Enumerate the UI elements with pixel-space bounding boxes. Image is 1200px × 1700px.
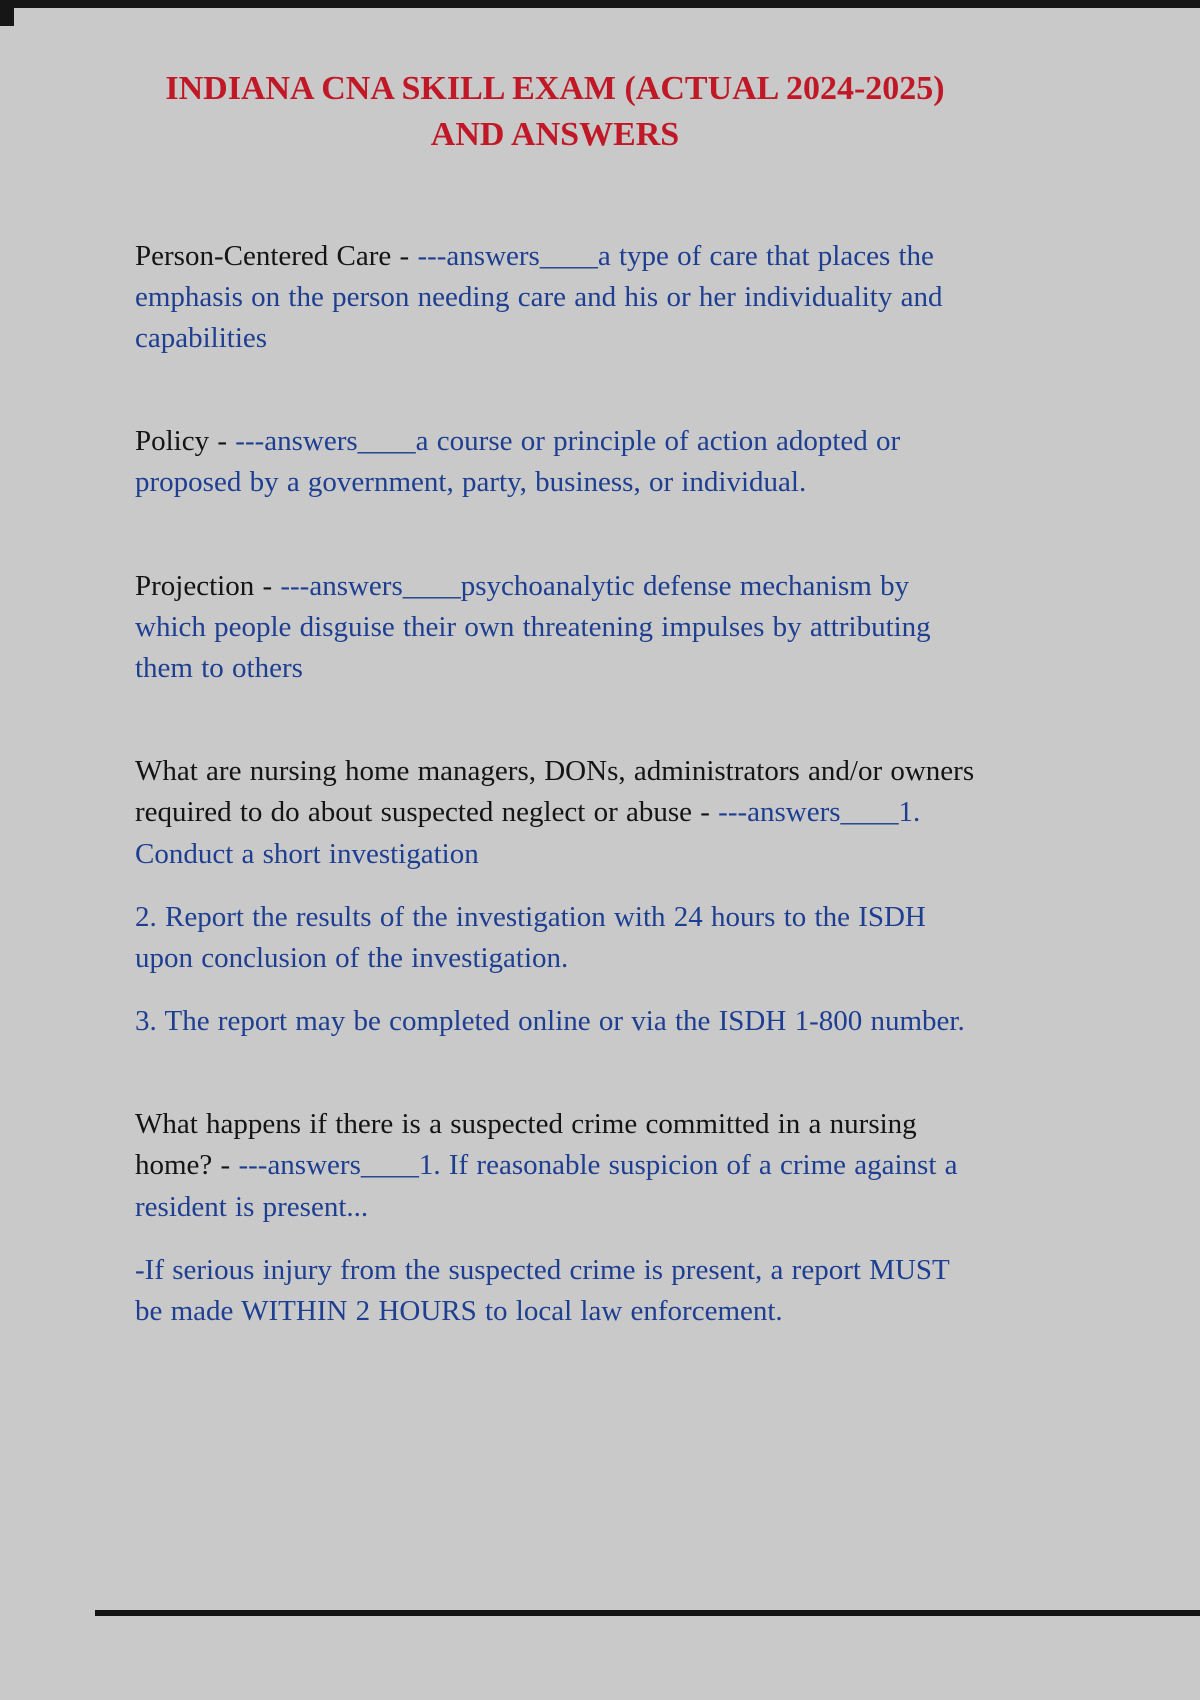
- answer-text: ---answers____a course or principle of action adopted or proposed by a government, party, business, or individual.: [135, 425, 901, 499]
- answer-continuation-report-results: [135, 897, 975, 979]
- qa-block-projection: [135, 566, 975, 690]
- answer-text: ---answers____1. Conduct a short investigation: [135, 796, 921, 870]
- qa-block-policy: [135, 421, 975, 503]
- answer-text: ---answers____psychoanalytic defense mechanism by which people disguise their own threatening impulses by attributing them to others: [135, 569, 931, 684]
- answer-text: 3. The report may be completed online or via the ISDH 1-800 number.: [135, 1005, 965, 1038]
- answer-text: ---answers____a type of care that places the emphasis on the person needing care and his or her individuality and capabilities: [135, 239, 943, 355]
- question-text: Policy -: [135, 425, 236, 458]
- qa-block-neglect-abuse: [135, 751, 975, 875]
- question-text: Person-Centered Care -: [135, 239, 418, 272]
- answer-continuation-report-online: [135, 1001, 975, 1042]
- document-title: INDIANA CNA SKILL EXAM (ACTUAL 2024-2025) AND ANSWERS: [165, 70, 945, 153]
- qa-block-suspected-crime: [135, 1104, 975, 1228]
- question-text: Projection -: [135, 569, 281, 602]
- answer-text: -If serious injury from the suspected crime is present, a report MUST be made WITHIN 2 HOURS to local law enforcement.: [135, 1253, 950, 1327]
- document-content: [135, 8, 975, 1332]
- qa-block-person-centered-care: [135, 236, 975, 360]
- answer-continuation-serious-injury: [135, 1250, 975, 1332]
- scan-edge-top-left: [0, 0, 14, 26]
- question-text: What are nursing home managers, DONs, administrators and/or owners required to do about suspected neglect or abuse -: [135, 755, 975, 829]
- answer-text: ---answers____1. If reasonable suspicion of a crime against a resident is present...: [135, 1149, 958, 1223]
- answer-text: 2. Report the results of the investigation with 24 hours to the ISDH upon conclusion of the investigation.: [135, 900, 926, 974]
- scan-line-bottom: [95, 1610, 1200, 1616]
- question-text: What happens if there is a suspected crime committed in a nursing home? -: [135, 1108, 917, 1182]
- scan-edge-top: [0, 0, 1200, 8]
